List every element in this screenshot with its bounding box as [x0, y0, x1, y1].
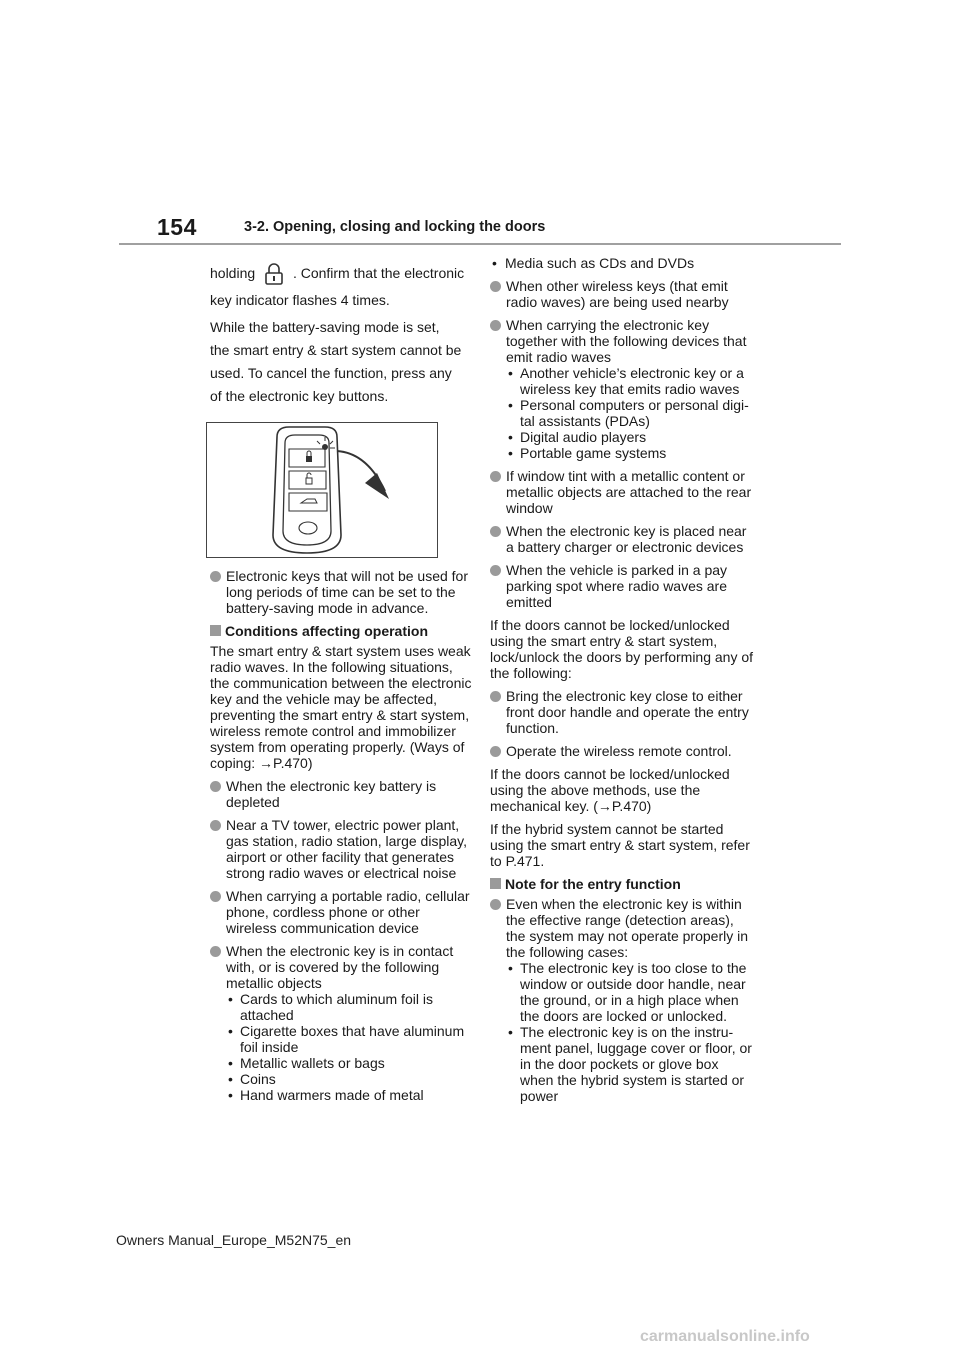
intro-line-2: key indicator flashes 4 times. — [210, 292, 390, 308]
bullet-depleted: When the electronic key battery is depleted — [210, 778, 472, 810]
heading-square-icon — [490, 878, 501, 889]
bullet-dot-icon — [490, 526, 501, 537]
battery-saving-line-3: used. To cancel the function, press any — [210, 365, 452, 381]
bullet-portable-radio: When carrying a portable radio, cellular phone, cordless phone or other wireless communication device — [210, 888, 472, 936]
list-item: • Another vehicle’s electronic key or a wireless key that emits radio waves — [508, 365, 744, 397]
page-number: 154 — [157, 214, 197, 240]
bullet-dot-icon — [490, 691, 501, 702]
heading-note: Note for the entry function — [490, 876, 754, 892]
header-divider — [119, 243, 841, 245]
heading-square-icon — [210, 625, 221, 636]
list-item: • The electronic key is too close to the window or outside door handle, near the ground, or in a high place when the doors are locked or unlocked. — [508, 960, 747, 1024]
list-item: • Media such as CDs and DVDs — [492, 255, 695, 271]
bullet-charger: When the electronic key is placed near a battery charger or electronic devices — [490, 523, 754, 555]
bullet-tv-tower: Near a TV tower, electric power plant, gas station, radio station, large display, airport or other facility that generates strong radio waves or electrical noise — [210, 817, 472, 881]
bullet-dot-icon — [210, 781, 221, 792]
list-item: • Portable game systems — [508, 445, 667, 461]
key-fob-illustration — [206, 422, 438, 558]
bullet-dot-icon — [490, 746, 501, 757]
list-item: • Hand warmers made of metal — [228, 1087, 424, 1103]
section-title: 3-2. Opening, closing and locking the doors — [244, 219, 546, 235]
bullet-dot-icon — [210, 820, 221, 831]
list-item: • The electronic key is on the instrument panel, luggage cover or floor, or in the door pockets or glove box when the hybrid system is started or power — [508, 1024, 752, 1104]
key-fob-icon — [207, 423, 437, 557]
para-cannot-lock: If the doors cannot be locked/unlocked using the smart entry & start system, lock/unlock the doors by performing any of the following: — [490, 617, 754, 681]
bullet-pay-parking: When the vehicle is parked in a pay parking spot where radio waves are emitted — [490, 562, 754, 610]
list-item: • Personal computers or personal digital assistants (PDAs) — [508, 397, 749, 429]
para-hybrid: If the hybrid system cannot be started using the smart entry & start system, refer to P.471. — [490, 821, 750, 869]
battery-saving-line-1: While the battery-saving mode is set, — [210, 319, 440, 335]
list-item: • Digital audio players — [508, 429, 647, 445]
bullet-window-tint: If window tint with a metallic content or metallic objects are attached to the rear window — [490, 468, 754, 516]
battery-saving-line-2: the smart entry & start system cannot be — [210, 342, 462, 358]
bullet-dot-icon — [490, 899, 501, 910]
bullet-dot-icon — [210, 891, 221, 902]
bullet-carrying: When carrying the electronic key together with the following devices that emit radio waves • Another vehicle’s electronic key or a wireless key that emits radio waves • Personal computers or personal digital assistants (PDAs) • Digital audio players • Portable game systems — [490, 317, 754, 461]
battery-saving-line-4: of the electronic key buttons. — [210, 388, 389, 404]
watermark: carmanualsonline.info — [640, 1328, 810, 1345]
right-column — [490, 255, 754, 1111]
list-item: • Metallic wallets or bags — [228, 1055, 385, 1071]
bullet-dot-icon — [490, 281, 501, 292]
list-item: • Cards to which aluminum foil is attached — [228, 991, 433, 1023]
bullet-dot-icon — [210, 946, 221, 957]
bullet-wireless-remote: Operate the wireless remote control. — [490, 743, 754, 759]
manual-name: Owners Manual_Europe_M52N75_en — [116, 1232, 352, 1248]
bullet-battery-saving: Electronic keys that will not be used for long periods of time can be set to the battery-saving mode in advance. — [210, 568, 472, 616]
bullet-even-when: Even when the electronic key is within the effective range (detection areas), the system may not operate properly in the following cases: • The electronic key is too close to the window or outside door handle, near the ground, or in a high place when the doors are locked or unlocked. • The electronic key is on the instrument panel, luggage cover or floor, or in the door pockets or glove box when the hybrid system is started or power — [490, 896, 754, 1104]
list-item: • Cigarette boxes that have aluminum foil inside — [228, 1023, 465, 1055]
bullet-other-keys: When other wireless keys (that emit radio waves) are being used nearby — [490, 278, 754, 310]
heading-conditions: Conditions affecting operation — [210, 623, 472, 639]
bullet-dot-icon — [490, 320, 501, 331]
list-item: • Coins — [228, 1071, 276, 1087]
bullet-bring-close: Bring the electronic key close to either front door handle and operate the entry function. — [490, 688, 754, 736]
bullet-dot-icon — [490, 471, 501, 482]
intro-line-1: holding . Confirm that the electronic — [210, 260, 472, 287]
conditions-intro: The smart entry & start system uses weak radio waves. In the following situations, the communication between the electronic key and the vehicle may be affected, preventing the smart entry & start system, wireless remote control and immobilizer system from operating properly. (Ways of coping: →P.470) — [210, 643, 472, 771]
left-column — [210, 260, 472, 1110]
bullet-dot-icon — [490, 565, 501, 576]
bullet-dot-icon — [210, 571, 221, 582]
para-mechanical: If the doors cannot be locked/unlocked using the above methods, use the mechanical key. (→P.470) — [490, 766, 730, 814]
bullet-metallic: When the electronic key is in contact with, or is covered by the following metallic objects • Cards to which aluminum foil is attached • Cigarette boxes that have aluminum foil inside • Metallic wallets or bags • Coins • Hand warmers made of metal — [210, 943, 472, 1103]
lock-icon — [261, 262, 287, 286]
